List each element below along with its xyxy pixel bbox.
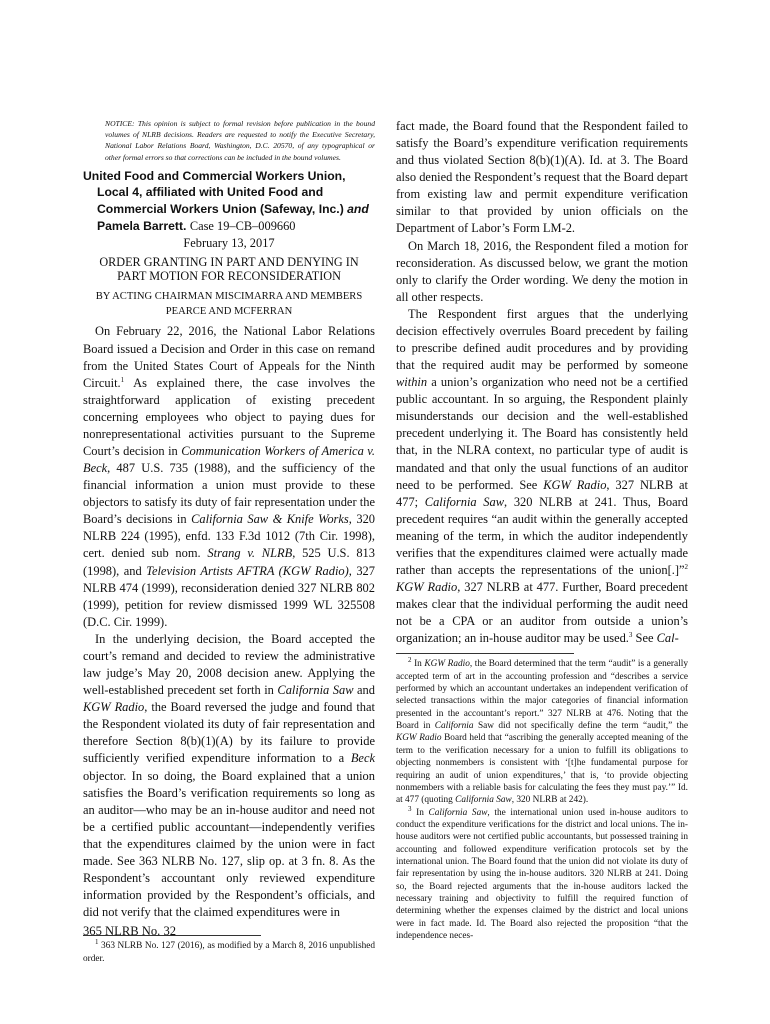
text-run: As explained there, the case involves the straightforward application of existing precedent concerning employees who object to paying dues for nonrepresentational activities pursuant to the Supreme Court’s decision in <box>83 375 375 459</box>
case-citation: KGW Radio <box>83 700 145 715</box>
case-citation: Communication Workers of America v. Beck <box>83 444 375 476</box>
footnote-ref-1[interactable]: 1 <box>120 375 125 384</box>
order-title-line2: PART MOTION FOR RECONSIDERATION <box>117 269 341 284</box>
paragraph-3: fact made, the Board found that the Respondent failed to satisfy the Board’s expenditure verification requirements and thus violated Section 8(b)(1)(A). Id. at 3. The Board also denied the Respondent’s request that the Board depart from existing law and permit expenditure verification similar to that provided by union officials on the Department of Labor’s Form LM-2. <box>396 119 688 236</box>
text-run: , 327 NLRB at 477. Further, Board precedent makes clear that the individual performing the audit need not be a CPA or an auditor from outside a union’s organization; an in-house auditor may be used. <box>396 580 688 646</box>
footnote-2 <box>396 658 688 806</box>
paragraph-5 <box>396 306 688 648</box>
text-run: a union’s organization who need not be a certified public accountant. In so arguing, the Respondent plainly misunderstands our decision and the well-established precedent underlying it. The Board has consistently held that, in the NLRA context, no particular type of audit is mandated and that only the usual functions of an auditor need to be performed. See <box>396 375 688 492</box>
left-column <box>83 118 375 965</box>
page-footer: 365 NLRB No. 32 <box>83 924 177 938</box>
case-citation: California <box>434 721 474 732</box>
case-citation: KGW Radio <box>424 659 470 670</box>
text-run: objector. In so doing, the Board explained that a union satisfies the Board’s verification requirements so long as an auditor—who may be an in-house auditor and need not be a certified public accountant—independently verifies that the expenditures claimed by the union were in fact made. See 363 NLRB No. 127, slip op. at 3 fn. 8. As the Respondent’s accountant only reviewed expenditure information provided by the Respondent’s officials, and did not verify that the claimed expenditures were in <box>83 768 375 920</box>
case-citation: California Saw <box>455 795 512 806</box>
order-title-line1: ORDER GRANTING IN PART AND DENYING IN <box>99 254 359 269</box>
paragraph-2 <box>83 631 375 921</box>
text-run: In the underlying decision, the Board accepted the court’s remand and decided to review the administrative law judge’s May 20, 2008 decision anew. Applying the well-established precedent set forth in <box>83 631 375 698</box>
case-citation: California Saw <box>428 807 488 818</box>
footnote-3 <box>396 804 688 943</box>
text-run: , 327 NLRB 474 (1999), reconsideration denied 327 NLRB 802 (1999), petition for review dismissed 1999 WL 325508 (D.C. Cir. 1999). <box>83 563 375 629</box>
text-run: Saw did not specifically define the term “audit,” the <box>473 721 688 732</box>
case-citation: Beck <box>350 751 375 766</box>
text-run: , 320 NLRB 224 (1995), enfd. 133 F.3d 1012 (7th Cir. 1998), cert. denied sub nom. <box>83 512 375 561</box>
text-run: , the Board determined that the term “audit” is a generally accepted term of art in the accounting profession and “describes a service performed by which an accountant undertakes an independent verification of selected transactions within the major categories of financial information presented in the accountant’s report.” 327 NLRB at 476. Noting that the Board in <box>396 659 688 732</box>
text-run: , 525 U.S. 813 (1998), and <box>83 546 375 578</box>
board-members-line2: PEARCE AND MCFERRAN <box>165 306 293 318</box>
text-run: , 320 NLRB at 241. Thus, Board precedent requires “an audit within the generally accepted meaning of the term, in which the auditor independently verifies that the expenditures claimed were actually made rather than accepts the representations of the union[.]” <box>396 494 688 578</box>
decision-date: February 13, 2017 <box>183 236 275 251</box>
case-citation: KGW Radio <box>543 477 607 492</box>
case-citation: California Saw & Knife Works <box>191 512 349 527</box>
text-run: , 487 U.S. 735 (1988), and the sufficiency of the financial information a union must provide to these objectors to satisfy its duty of fair representation under the Board’s decisions in <box>83 461 375 527</box>
case-caption <box>83 168 375 234</box>
footnote-ref-2[interactable]: 2 <box>684 562 688 571</box>
board-members-line1: BY ACTING CHAIRMAN MISCIMARRA AND MEMBERS <box>95 290 363 302</box>
footnote-number: 2 <box>408 656 412 665</box>
footnote-ref-3[interactable]: 3 <box>628 631 633 640</box>
paragraph-4: On March 18, 2016, the Respondent filed a motion for reconsideration. As discussed below, we grant the motion only to clarify the Order wording. We deny the motion in all other respects. <box>396 238 688 304</box>
text-run: In <box>411 659 425 670</box>
case-number: Case 19–CB–009660 <box>189 218 296 233</box>
case-citation: KGW Radio <box>396 733 442 744</box>
footnote-number: 1 <box>95 938 99 947</box>
text-run: , 320 NLRB at 242). <box>511 795 589 806</box>
case-citation: Television Artists AFTRA (KGW Radio) <box>146 563 349 578</box>
text-run: , the international union used in-house auditors to conduct the expenditure verifications for the district and local unions. The in-house auditors were not certified public accountants, but possessed training in accounting and followed expenditure verification protocols set by the international union. The Board found that the union did not violate its duty of fair representation by using the in-house auditors. 320 NLRB at 241. Doing so, the Board rejected arguments that the in-house auditors lacked the necessary training and objectivity to fulfill the required function of determining whether the expenses claimed by the district and local unions were in fact made. Id. The Board also rejected the proposition “that the independence neces- <box>396 807 688 941</box>
caption-parties-a: United Food and Commercial Workers Union, Local 4, affiliated with United Food and Commercial Workers Union (Safeway, Inc.) <box>83 168 346 216</box>
case-citation: California Saw <box>424 494 505 509</box>
caption-parties-b: Pamela Barrett. <box>97 218 187 233</box>
paragraph-1 <box>83 323 375 630</box>
text-run: and <box>353 683 375 698</box>
text-run: See <box>632 631 657 646</box>
text-run: Board held that “ascribing the generally accepted meaning of the term to the verification necessary for a union to fulfill its obligations to objecting nonmembers is consistent with ‘[t]he fundamental purpose for requiring an audit of union expenditures,’ that is, ‘to provide objecting nonmembers with a reliable basis for calculating the fees they must pay.’” Id. at 477 (quoting <box>396 733 688 806</box>
emphasis: within <box>396 375 428 390</box>
board-members <box>83 289 375 320</box>
text-run: , 327 NLRB at 477; <box>396 477 688 509</box>
case-citation: Strang v. NLRB <box>207 546 293 561</box>
case-citation: California Saw <box>277 683 354 698</box>
publication-notice: NOTICE: This opinion is subject to formal revision before publication in the bound volumes of NLRB decisions. Readers are requested to notify the Executive Secretary, National Labor Relations Board, Washington, D.C. 20570, of any typographical or other formal errors so that corrections can be included in the bound volumes. <box>105 119 375 162</box>
footnote-1 <box>83 940 375 965</box>
right-column <box>396 118 688 942</box>
text-run: In <box>411 807 429 818</box>
order-title <box>83 255 375 284</box>
text-run: On February 22, 2016, the National Labor Relations Board issued a Decision and Order in this case on remand from the United States Court of Appeals for the Ninth Circuit. <box>83 324 375 390</box>
text-run: The Respondent first argues that the underlying decision effectively overrules Board precedent by failing to prescribe defined audit procedures and by providing that the required audit may be performed by someone <box>396 306 688 373</box>
footnote-text: 363 NLRB No. 127 (2016), as modified by a March 8, 2016 unpublished order. <box>83 941 375 964</box>
text-run: , the Board reversed the judge and found that the Respondent violated its duty of fair representation and therefore Section 8(b)(1)(A) by its failure to provide sufficiently verified expenditure information to a <box>83 700 375 766</box>
case-citation: Cal- <box>656 631 679 646</box>
footnote-number: 3 <box>408 804 412 813</box>
case-citation: KGW Radio <box>396 580 458 595</box>
footnote-divider <box>396 653 574 654</box>
caption-and: and <box>347 202 369 216</box>
